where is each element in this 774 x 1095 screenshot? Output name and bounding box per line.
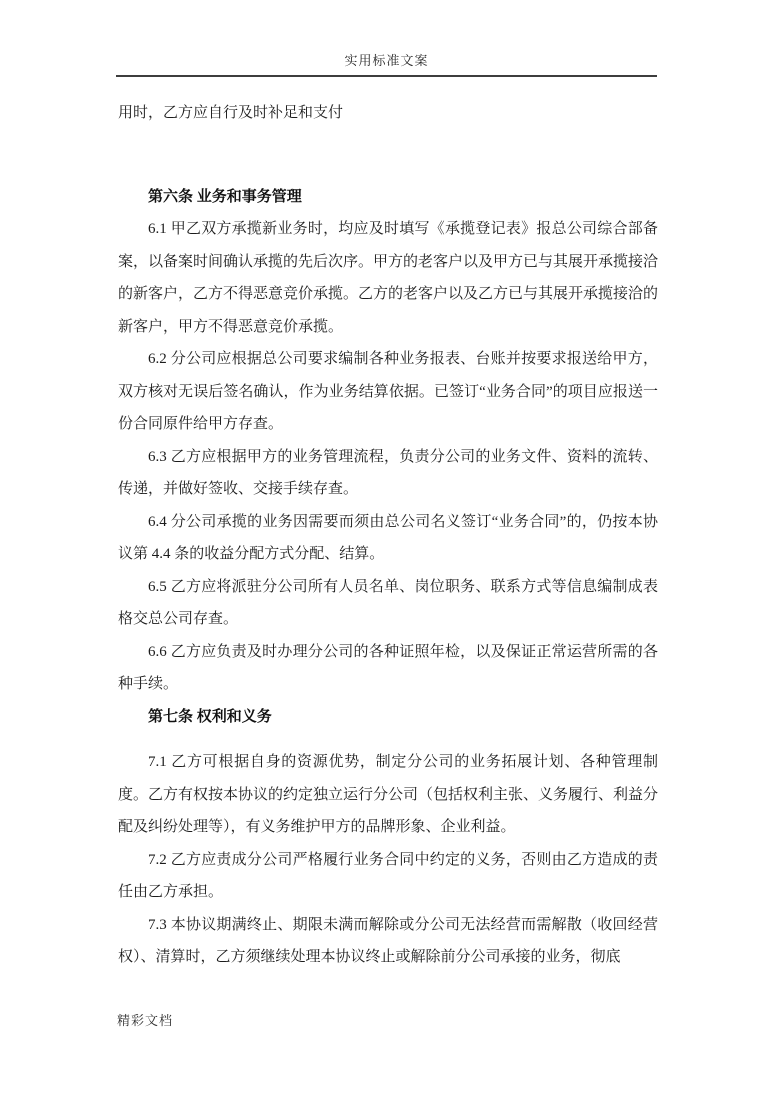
section-heading-article-7: 第七条 权利和义务 <box>148 708 272 725</box>
paragraph-6-6: 6.6 乙方应负责及时办理分公司的各种证照年检，以及保证正常运营所需的各种手续。 <box>118 643 658 692</box>
paragraph-6-2: 6.2 分公司应根据总公司要求编制各种业务报表、台账并按要求报送给甲方，双方核对无误后签名确认，作为业务结算依据。已签订“业务合同”的项目应报送一份合同原件给甲方存查。 <box>118 351 658 432</box>
section-heading-article-6: 第六条 业务和事务管理 <box>148 188 302 205</box>
paragraph-7-3: 7.3 本协议期满终止、期限未满而解除或分公司无法经营而需解散（收回经营权）、清算时，乙方须继续处理本协议终止或解除前分公司承接的业务，彻底 <box>118 916 658 965</box>
footer-label: 精彩文档 <box>117 1013 174 1028</box>
document-body <box>118 97 658 974</box>
paragraph-6-1: 6.1 甲乙双方承揽新业务时，均应及时填写《承揽登记表》报总公司综合部备案，以备案时间确认承揽的先后次序。甲方的老客户以及甲方已与其展开承揽接洽的新客户，乙方不得恶意竞价承揽。乙方的老客户以及乙方已与其展开承揽接洽的新客户，甲方不得恶意竞价承揽。 <box>118 221 659 335</box>
paragraph-6-3: 6.3 乙方应根据甲方的业务管理流程，负责分公司的业务文件、资料的流转、传递，并做好签收、交接手续存查。 <box>118 448 658 497</box>
paragraph-6-4: 6.4 分公司承揽的业务因需要而须由总公司名义签订“业务合同”的，仍按本协议第 4.4 条的收益分配方式分配、结算。 <box>118 513 658 562</box>
paragraph-continuation: 用时，乙方应自行及时补足和支付 <box>118 105 344 121</box>
paragraph-7-2: 7.2 乙方应责成分公司严格履行业务合同中约定的义务，否则由乙方造成的责任由乙方承担。 <box>118 851 658 900</box>
header-title: 实用标准文案 <box>344 53 429 68</box>
paragraph-7-1: 7.1 乙方可根据自身的资源优势，制定分公司的业务拓展计划、各种管理制度。乙方有权按本协议的约定独立运行分公司（包括权利主张、义务履行、利益分配及纠纷处理等），有义务维护甲方的品牌形象、企业利益。 <box>118 754 659 835</box>
page-footer <box>117 1010 173 1029</box>
paragraph-6-5: 6.5 乙方应将派驻分公司所有人员名单、岗位职务、联系方式等信息编制成表格交总公司存查。 <box>118 578 658 627</box>
page-header <box>116 50 657 77</box>
